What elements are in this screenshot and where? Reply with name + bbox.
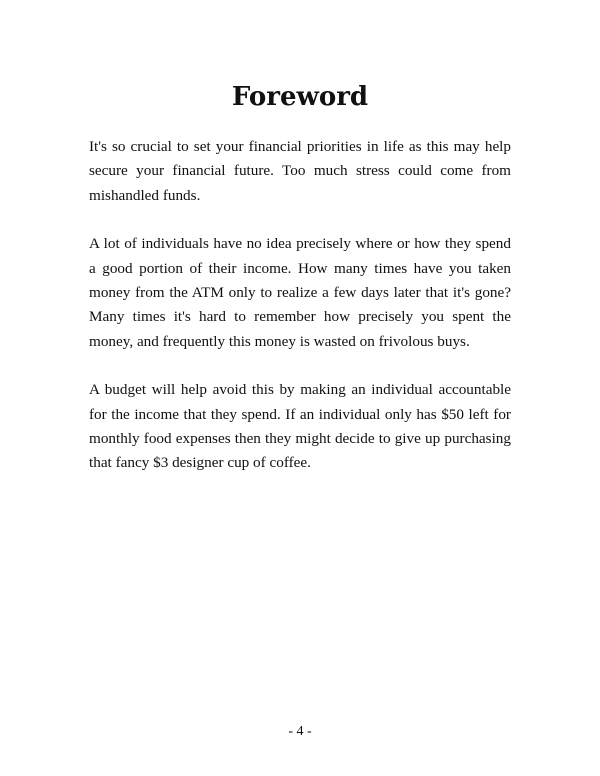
- paragraph-2: A lot of individuals have no idea precisely where or how they spend a good portion of their income. How many times have you taken money from the ATM only to realize a few days later that it's gone? Many times it's hard to remember how precisely you spent the money, and frequently this money is wasted on frivolous buys.: [89, 235, 511, 350]
- page-number: - 4 -: [288, 724, 312, 739]
- paragraph-1: It's so crucial to set your financial priorities in life as this may help secure your financial future. Too much stress could come from mishandled funds.: [89, 138, 511, 204]
- paragraph-3: A budget will help avoid this by making an individual accountable for the income that they spend. If an individual only has $50 left for monthly food expenses then they might decide to give up purchasing that fancy $3 designer cup of coffee.: [89, 381, 511, 472]
- page-title: Foreword: [231, 82, 369, 112]
- body-text: [89, 135, 511, 500]
